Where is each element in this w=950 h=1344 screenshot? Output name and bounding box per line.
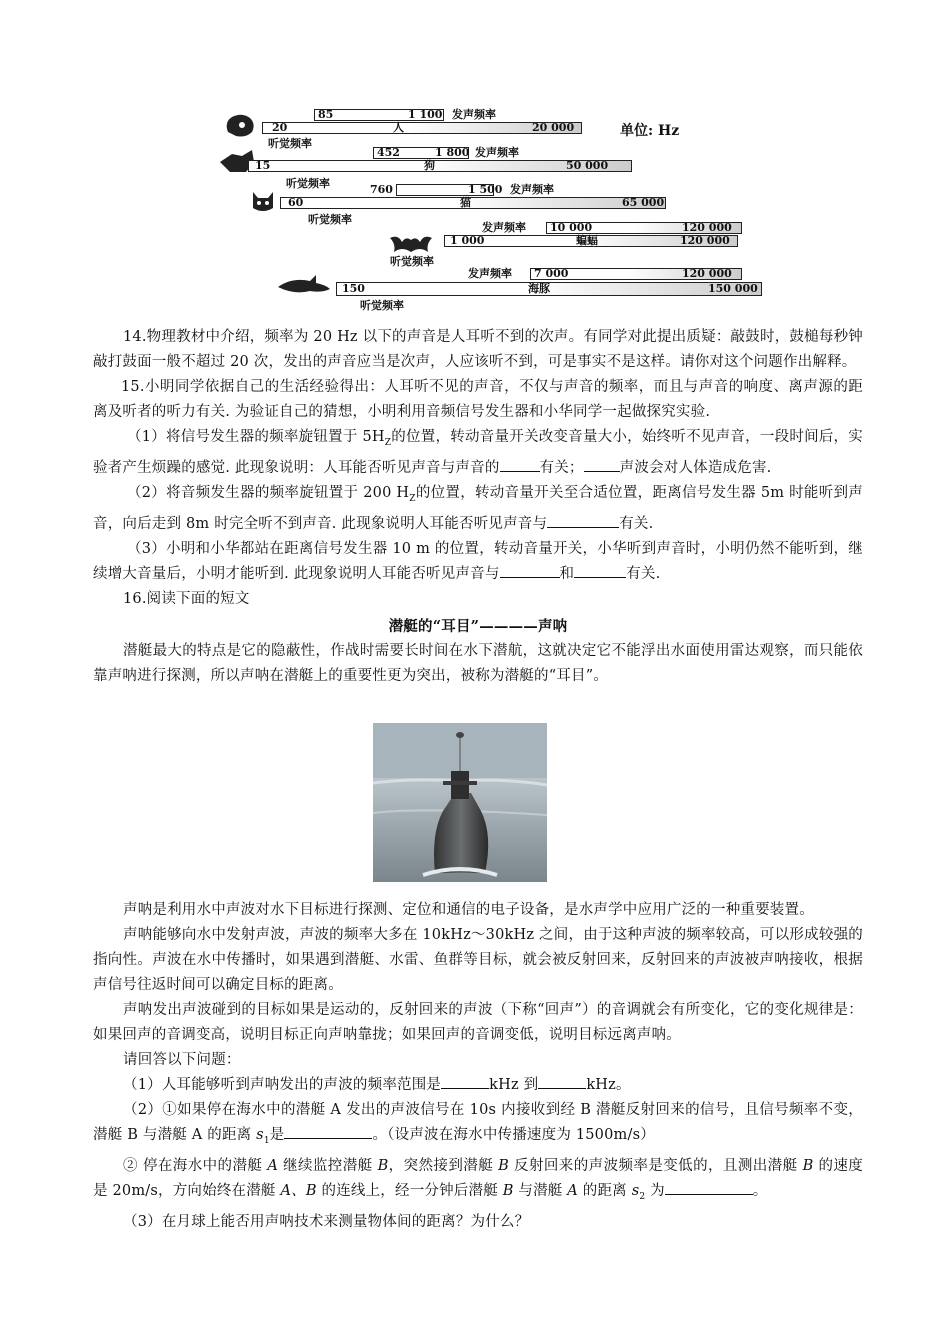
dolphin-emit-max: 120 000 bbox=[682, 267, 732, 280]
bat-emit-label: 发声频率 bbox=[482, 221, 526, 234]
human-head-icon bbox=[222, 112, 258, 138]
bat-hear-max: 120 000 bbox=[680, 234, 730, 247]
cat-icon bbox=[250, 188, 276, 214]
article-para-1: 潜艇最大的特点是它的隐蔽性，作战时需要长时间在水下潜航，这就决定它不能浮出水面使用雷达观察，而只能依靠声呐进行探测，所以声呐在潜艇上的重要性更为突出，被称为潜艇的“耳目”。 bbox=[93, 642, 863, 684]
questions-block-top bbox=[93, 325, 863, 689]
dog-emit-label: 发声频率 bbox=[475, 146, 519, 159]
human-emit-label: 发声频率 bbox=[452, 108, 496, 121]
dog-hear-max: 50 000 bbox=[566, 159, 609, 172]
question-16-prompt: 请回答以下问题： bbox=[123, 1052, 241, 1068]
dog-hear-label: 听觉频率 bbox=[286, 177, 330, 190]
answer-blank[interactable] bbox=[500, 563, 560, 578]
question-15-part-2: （2）将音频发生器的频率旋钮置于 200 $H_Z$的位置，转动音量开关至合适位置，距离信号发生器 5m 时能听到声音，向后走到 8m 时完全听不到声音. 此现象说明人耳能否听见声音与 有关. bbox=[93, 484, 863, 532]
human-hear-label: 听觉频率 bbox=[268, 137, 312, 150]
cat-hear-label: 听觉频率 bbox=[308, 213, 352, 226]
cat-emit-max: 1 500 bbox=[468, 183, 503, 196]
question-16-part-3: （3）在月球上能否用声呐技术来测量物体间的距离？为什么？ bbox=[123, 1213, 530, 1230]
question-16-part-1: （1）人耳能够听到声呐发出的声波的频率范围是 kHz 到 kHz。 bbox=[93, 1073, 863, 1098]
question-16-part-2a: （2）①如果停在海水中的潜艇 A 发出的声波信号在 10s 内接收到经 B 潜艇反射回来的信号，且信号频率不变，潜艇 B 与潜艇 A 的距离 $s_1$是 。（设声波在海水中传播速度为 1500m/s） bbox=[93, 1102, 863, 1146]
human-emit-max: 1 100 bbox=[408, 108, 443, 121]
dolphin-hear-min: 150 bbox=[342, 282, 365, 295]
dog-hear-min: 15 bbox=[255, 159, 271, 172]
cat-hear-bar bbox=[280, 197, 666, 209]
question-16-part-2b: ② 停在海水中的潜艇 A 继续监控潜艇 B，突然接到潜艇 B 反射回来的声波频率是变低的，且测出潜艇 B 的速度是 20m/s，方向始终在潜艇 A、B 的连线上，经一分钟后潜艇 B 与潜艇 A 的距离 $s_2$ 为 。 bbox=[93, 1157, 863, 1202]
cat-emit-label: 发声频率 bbox=[510, 183, 554, 196]
bat-icon bbox=[388, 230, 434, 256]
frequency-range-figure bbox=[210, 100, 770, 320]
dolphin-hear-max: 150 000 bbox=[708, 282, 758, 295]
question-15-part-1: （1）将信号发生器的频率旋钮置于 $5H_Z$的位置，转动音量开关改变音量大小，始终听不见声音，一段时间后，实验者产生烦躁的感觉. 此现象说明：人耳能否听见声音与声音的 有关； 声波会对人体造成危害. bbox=[93, 429, 863, 476]
answer-blank[interactable] bbox=[441, 1074, 489, 1089]
dolphin-hear-label: 听觉频率 bbox=[360, 299, 404, 312]
question-15-intro: 15.小明同学依据自己的生活经验得出：人耳听不见的声音，不仅与声音的频率，而且与声音的响度、离声源的距离及听者的听力有关. 为验证自己的猜想，小明利用音频信号发生器和小华同学一起做探究实验. bbox=[93, 379, 863, 420]
cat-emit-min: 760 bbox=[370, 183, 393, 196]
answer-blank[interactable] bbox=[665, 1180, 753, 1195]
question-14: 14.物理教材中介绍，频率为 20 Hz 以下的声音是人耳听不到的次声。有同学对此提出质疑：敲鼓时，鼓槌每秒钟敲打鼓面一般不超过 20 次，发出的声音应当是次声，人应该听不到，可是事实不是这样。请你对这个问题作出解释。 bbox=[93, 329, 863, 370]
dolphin-emit-label: 发声频率 bbox=[468, 267, 512, 280]
dolphin-icon bbox=[276, 275, 332, 297]
submarine-photo bbox=[373, 723, 547, 882]
answer-blank[interactable] bbox=[538, 1074, 586, 1089]
answer-blank[interactable] bbox=[584, 457, 620, 472]
human-hear-max: 20 000 bbox=[532, 121, 575, 134]
human-hear-min: 20 bbox=[272, 121, 288, 134]
article-para-2: 声呐是利用水中声波对水下目标进行探测、定位和通信的电子设备，是水声学中应用广泛的一种重要装置。 bbox=[123, 902, 814, 918]
answer-blank[interactable] bbox=[574, 563, 626, 578]
human-emit-min: 85 bbox=[318, 108, 334, 121]
article-title: 潜艇的“耳目”————声呐 bbox=[388, 617, 568, 635]
question-15-part-3: （3）小明和小华都站在距离信号发生器 10 m 的位置，转动音量开关，小华听到声音时，小明仍然不能听到，继续增大音量后，小明才能听到. 此现象说明人耳能否听见声音与 和 有关. bbox=[93, 540, 863, 582]
bat-emit-min: 10 000 bbox=[550, 221, 593, 234]
unit-label: 单位: Hz bbox=[620, 123, 680, 139]
dolphin-name: 海豚 bbox=[528, 282, 550, 295]
dolphin-emit-min: 7 000 bbox=[534, 267, 569, 280]
answer-blank[interactable] bbox=[547, 513, 619, 528]
bat-name: 蝙蝠 bbox=[576, 234, 598, 247]
question-16-intro: 16.阅读下面的短文 bbox=[123, 590, 250, 607]
bat-hear-min: 1 000 bbox=[450, 234, 485, 247]
cat-hear-max: 65 000 bbox=[622, 196, 665, 209]
article-para-4: 声呐发出声波碰到的目标如果是运动的，反射回来的声波（下称“回声”）的音调就会有所变化，它的变化规律是：如果回声的音调变高，说明目标正向声呐靠拢；如果回声的音调变低，说明目标远离声呐。 bbox=[93, 1002, 863, 1043]
answer-blank[interactable] bbox=[500, 457, 540, 472]
answer-blank[interactable] bbox=[284, 1124, 372, 1139]
article-para-3: 声呐能够向水中发射声波，声波的频率大多在 10kHz～30kHz 之间，由于这种声波的频率较高，可以形成较强的指向性。声波在水中传播时，如果遇到潜艇、水雷、鱼群等目标，就会被反射回来，反射回来的声波被声呐接收，根据声信号往返时间可以确定目标的距离。 bbox=[93, 927, 863, 993]
bat-hear-label: 听觉频率 bbox=[390, 255, 434, 268]
dog-emit-max: 1 800 bbox=[435, 146, 470, 159]
dog-emit-min: 452 bbox=[377, 146, 400, 159]
human-name: 人 bbox=[393, 121, 404, 134]
cat-name: 猫 bbox=[460, 196, 471, 209]
dog-name: 狗 bbox=[424, 159, 435, 172]
questions-block-bottom bbox=[93, 898, 863, 1235]
cat-hear-min: 60 bbox=[288, 196, 304, 209]
bat-emit-max: 120 000 bbox=[682, 221, 732, 234]
